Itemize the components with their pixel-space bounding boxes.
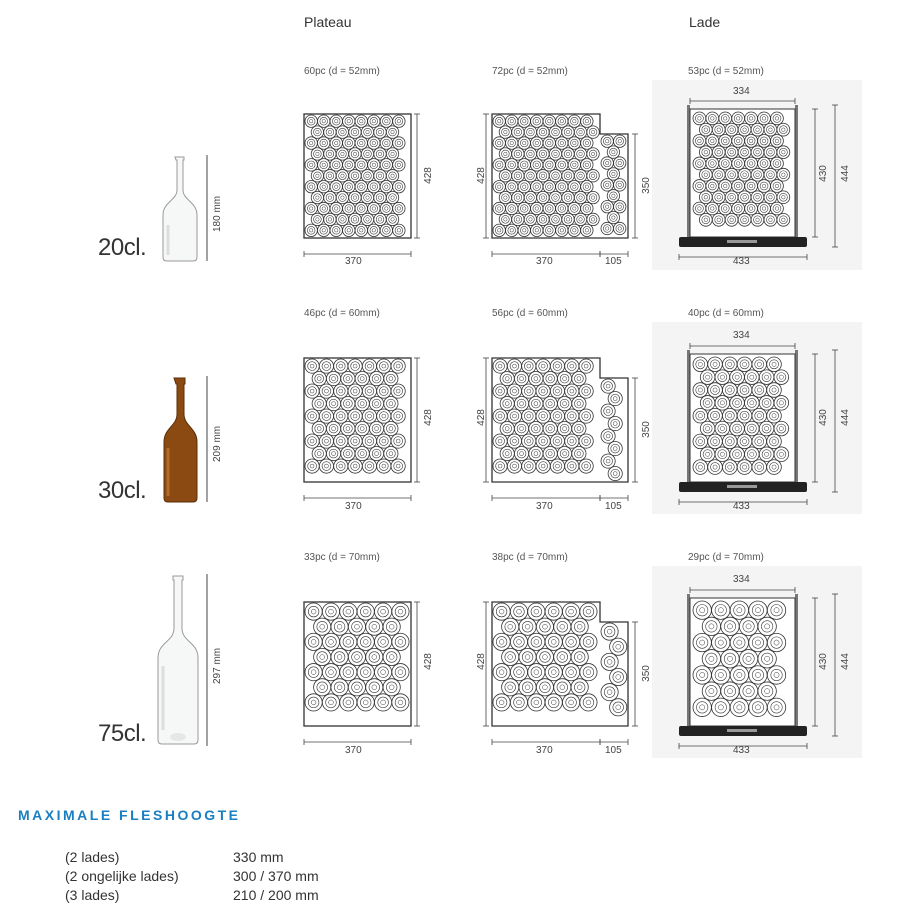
plateau-75cl-grid <box>300 598 435 748</box>
lade-75cl-inner-width: 334 <box>733 574 750 585</box>
plateau-30cl-depth: 428 <box>422 409 434 426</box>
lade-75cl-inner-depth: 430 <box>817 653 829 670</box>
lade-20cl-drawer <box>675 95 860 260</box>
plateau-ext-75cl-depth: 428 <box>475 653 487 670</box>
lade-75cl-caption: 29pc (d = 70mm) <box>688 552 764 563</box>
lade-30cl-inner-depth: 430 <box>817 409 829 426</box>
section-title: MAXIMALE FLESHOOGTE <box>18 807 241 823</box>
spec-label-2: (2 ongelijke lades) <box>65 868 179 884</box>
plateau-ext-30cl-depth: 428 <box>475 409 487 426</box>
plateau-ext-75cl-caption: 38pc (d = 70mm) <box>492 552 568 563</box>
plateau-ext-20cl-depth: 428 <box>475 167 487 184</box>
bottle-20cl-image <box>160 155 200 261</box>
spec-value-2: 300 / 370 mm <box>233 868 319 884</box>
column-header-plateau: Plateau <box>304 14 352 30</box>
lade-20cl-inner-width: 334 <box>733 86 750 97</box>
bottle-20cl-height: 180 mm <box>212 195 223 232</box>
plateau-ext-75cl-width: 370 <box>536 745 553 756</box>
plateau-20cl-width: 370 <box>345 256 362 267</box>
bottle-20cl-size: 20cl. <box>98 234 147 261</box>
plateau-30cl-grid <box>300 354 435 504</box>
bottle-30cl-image <box>160 376 200 504</box>
spec-label-3: (3 lades) <box>65 887 120 903</box>
lade-30cl-drawer <box>675 340 860 505</box>
bottle-30cl-height: 209 mm <box>212 425 223 462</box>
plateau-75cl-width: 370 <box>345 745 362 756</box>
plateau-30cl-caption: 46pc (d = 60mm) <box>304 308 380 319</box>
plateau-ext-30cl-width: 370 <box>536 501 553 512</box>
lade-75cl-outer-width: 433 <box>733 745 750 756</box>
plateau-ext-20cl-depth-short: 350 <box>640 177 652 194</box>
plateau-ext-20cl-caption: 72pc (d = 52mm) <box>492 66 568 77</box>
bottle-75cl-height: 297 mm <box>212 647 223 684</box>
bottle-75cl-image <box>155 574 201 746</box>
plateau-20cl-depth: 428 <box>422 167 434 184</box>
spec-value-1: 330 mm <box>233 849 284 865</box>
lade-30cl-outer-width: 433 <box>733 501 750 512</box>
lade-30cl-outer-depth: 444 <box>839 409 851 426</box>
plateau-ext-30cl-depth-short: 350 <box>640 421 652 438</box>
lade-20cl-caption: 53pc (d = 52mm) <box>688 66 764 77</box>
lade-20cl-inner-depth: 430 <box>817 165 829 182</box>
lade-75cl-outer-depth: 444 <box>839 653 851 670</box>
plateau-ext-30cl-caption: 56pc (d = 60mm) <box>492 308 568 319</box>
plateau-ext-20cl-width-ext: 105 <box>605 256 622 267</box>
spec-label-1: (2 lades) <box>65 849 120 865</box>
plateau-30cl-width: 370 <box>345 501 362 512</box>
plateau-ext-30cl-grid <box>488 354 638 504</box>
plateau-ext-20cl-grid <box>488 110 638 260</box>
plateau-75cl-caption: 33pc (d = 70mm) <box>304 552 380 563</box>
lade-30cl-caption: 40pc (d = 60mm) <box>688 308 764 319</box>
plateau-75cl-depth: 428 <box>422 653 434 670</box>
lade-20cl-outer-depth: 444 <box>839 165 851 182</box>
plateau-ext-30cl-width-ext: 105 <box>605 501 622 512</box>
lade-75cl-drawer <box>675 584 860 749</box>
column-header-lade: Lade <box>689 14 721 30</box>
plateau-20cl-grid <box>300 110 435 260</box>
plateau-ext-75cl-width-ext: 105 <box>605 745 622 756</box>
spec-value-3: 210 / 200 mm <box>233 887 319 903</box>
plateau-ext-20cl-width: 370 <box>536 256 553 267</box>
plateau-20cl-caption: 60pc (d = 52mm) <box>304 66 380 77</box>
bottle-30cl-size: 30cl. <box>98 477 147 504</box>
bottle-75cl-size: 75cl. <box>98 720 147 747</box>
lade-20cl-outer-width: 433 <box>733 256 750 267</box>
plateau-ext-75cl-depth-short: 350 <box>640 665 652 682</box>
lade-30cl-inner-width: 334 <box>733 330 750 341</box>
plateau-ext-75cl-grid <box>488 598 638 748</box>
